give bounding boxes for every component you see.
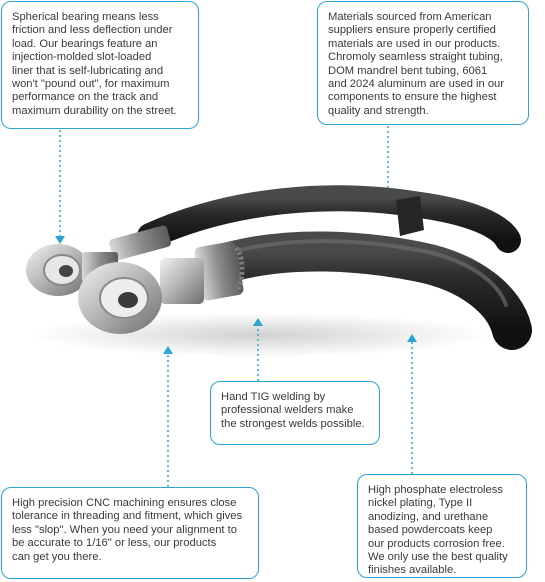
cnc-machining-callout: High precision CNC machining ensures close tolerance in threading and fitment, which gives less "slop". When you need your alignment to be accurate to 1/16" or less, our products can get you there.: [1, 487, 259, 579]
plating-callout: High phosphate electroless nickel plating, Type II anodizing, and urethane based powdercoats keep our products corrosion free. We only use the best quality finishes available.: [357, 474, 527, 578]
mount-tab: [396, 196, 424, 236]
bearing-callout: Spherical bearing means less friction and less deflection under load. Our bearings feature an injection-molded slot-loaded liner that is self-lubricating and won't "pound out", for maximum performance on the track and maximum durability on the street.: [1, 1, 199, 129]
materials-callout: Materials sourced from American suppliers ensure properly certified materials are used in our products. Chromoly seamless straight tubing, DOM mandrel bent tubing, 6061 and 2024 aluminum are used in our components to ensure the highest quality and strength.: [317, 1, 529, 125]
bearing-arrowhead: [55, 236, 65, 244]
tig-welding-callout: Hand TIG welding by professional welders make the strongest welds possible.: [210, 381, 380, 445]
